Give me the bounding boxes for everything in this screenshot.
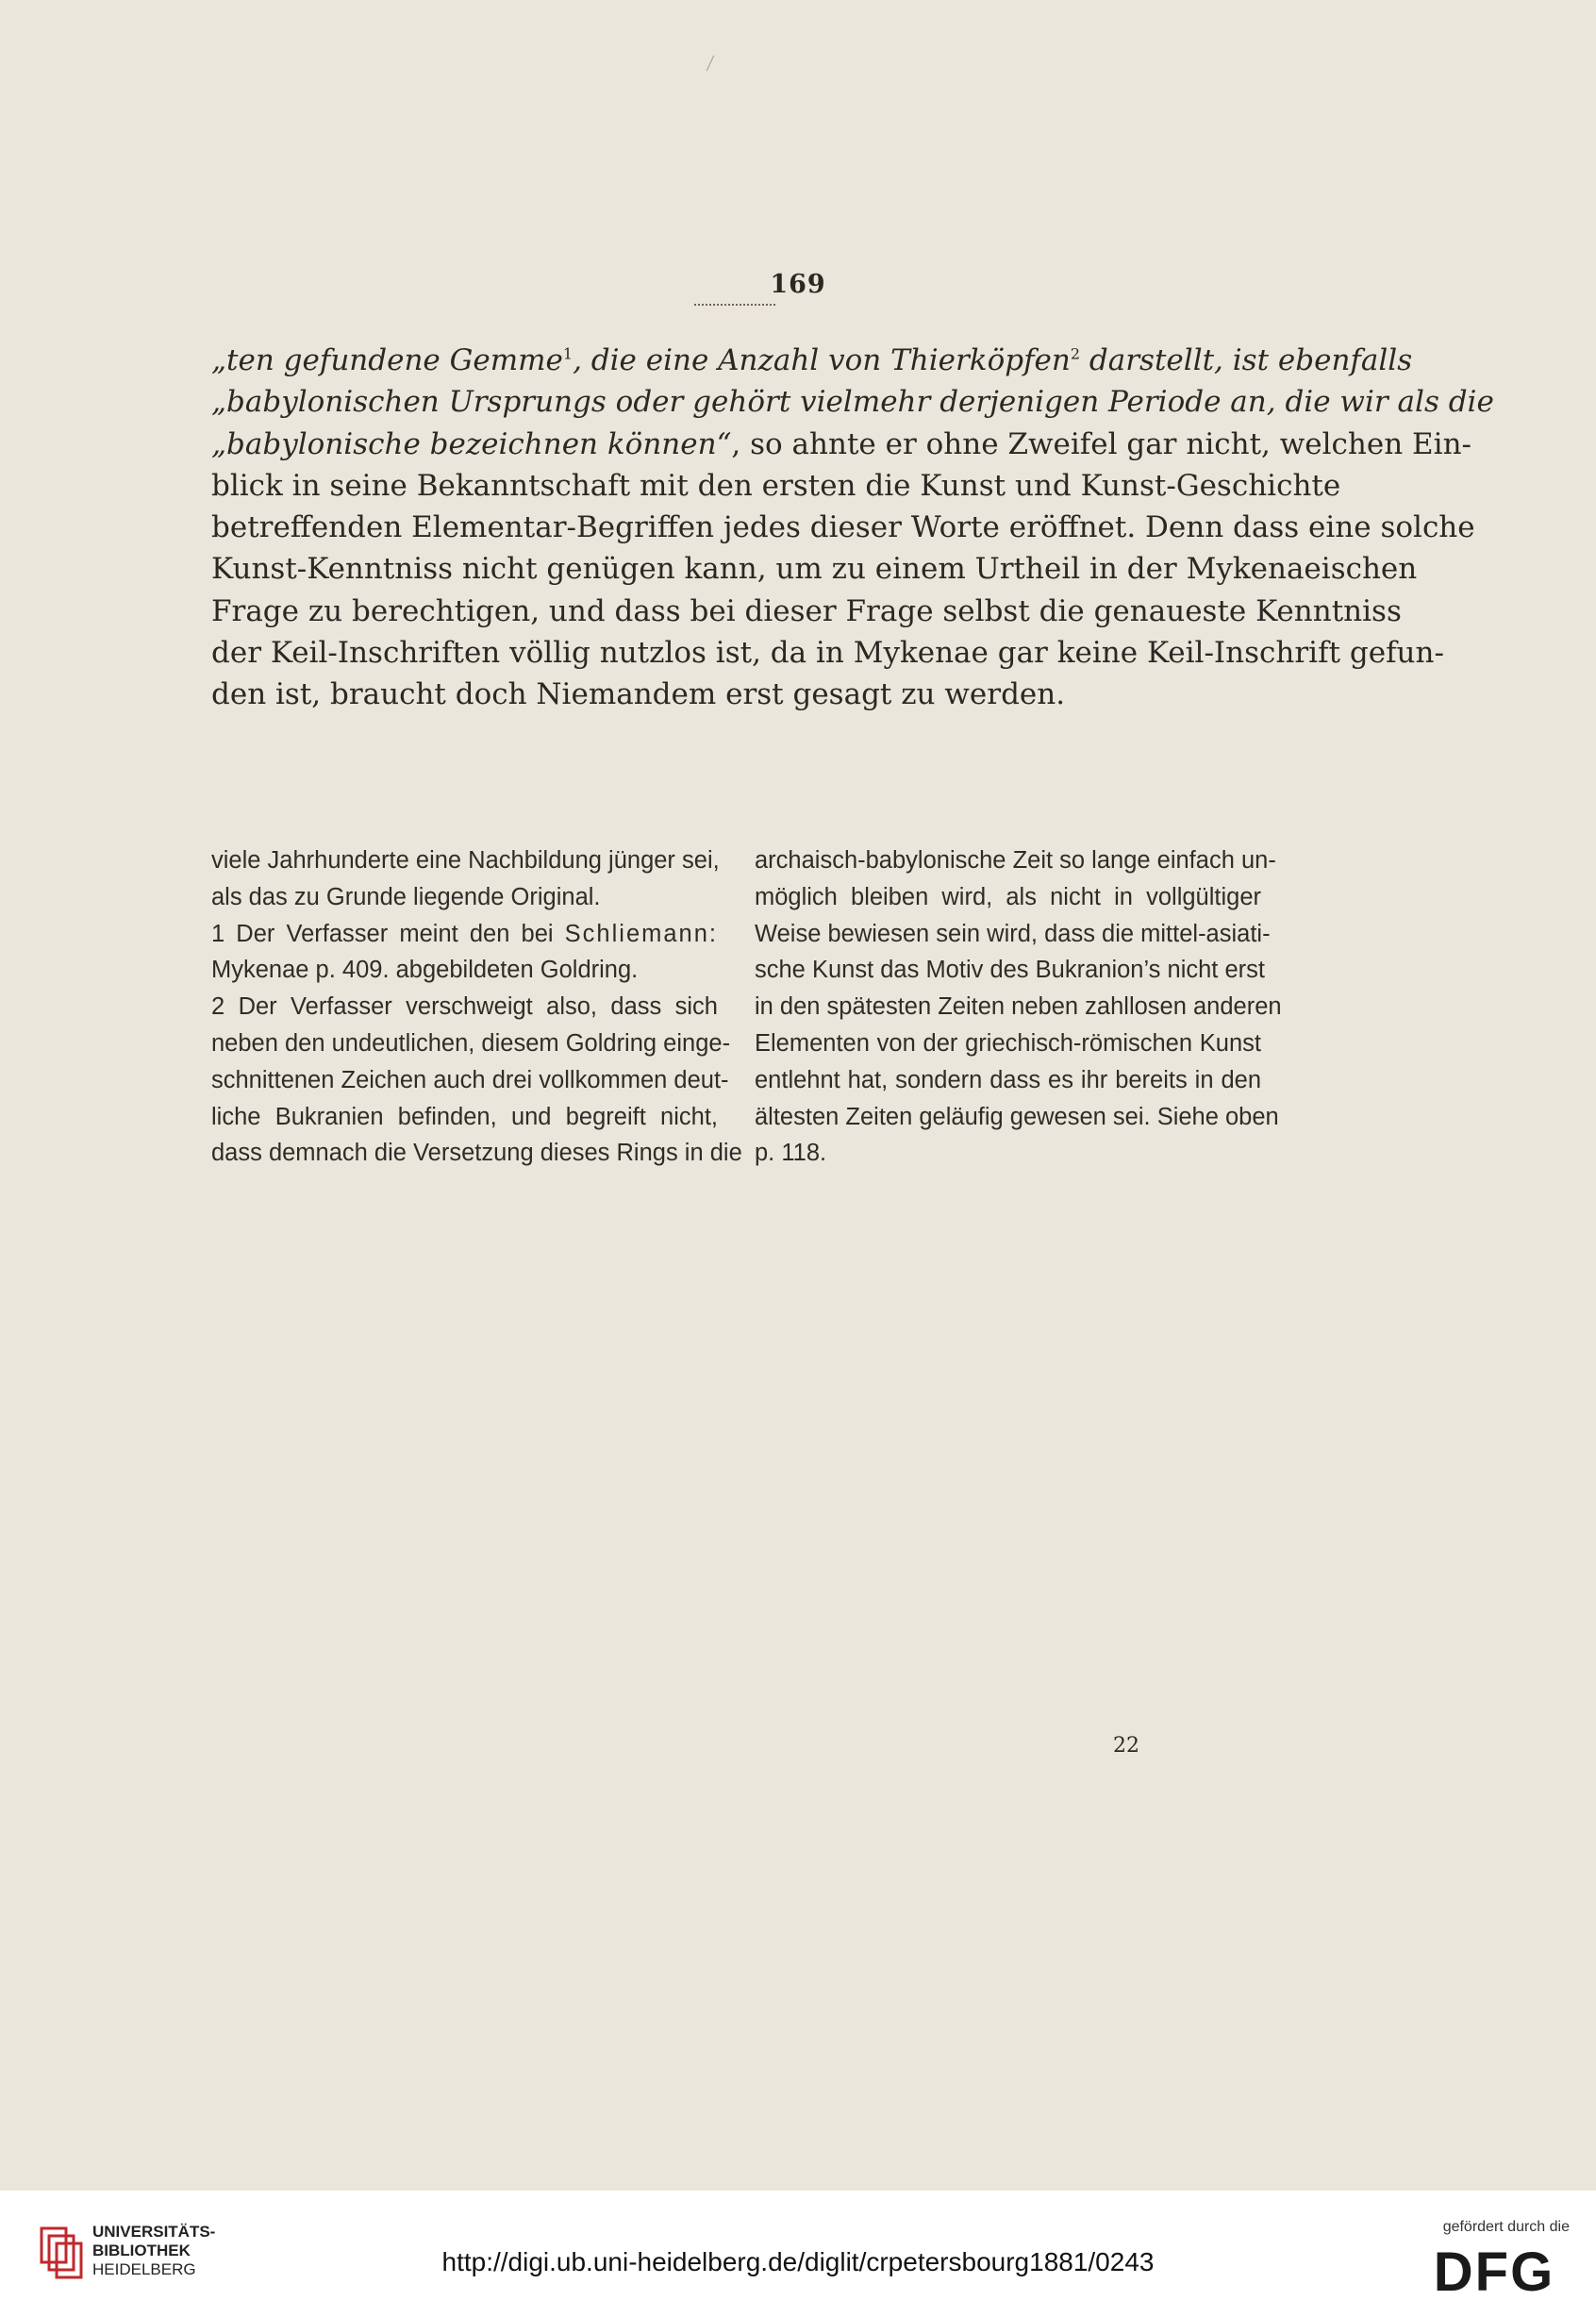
text-line	[211, 916, 718, 953]
text-segment: schnittenen Zeichen auch drei vollkommen deut-	[211, 1066, 729, 1093]
text-segment: Mykenae p. 409. abgebildeten Goldring.	[211, 957, 639, 984]
text-line	[211, 1062, 729, 1099]
permalink-url[interactable]: http://digi.ub.uni-heidelberg.de/diglit/crpetersbourg1881/0243	[441, 2247, 1155, 2276]
text-segment: darstellt, ist ebenfalls	[1080, 343, 1413, 377]
dfg-logo-icon	[1417, 2242, 1571, 2303]
library-name-line-3: HEIDELBERG	[92, 2260, 196, 2278]
text-line	[211, 989, 718, 1025]
text-line	[211, 548, 1418, 590]
text-segment: möglich bleiben wird, als nicht in vollgültiger	[755, 883, 1261, 910]
text-segment: der Keil-Inschriften völlig nutzlos ist, da in Mykenae gar keine Keil-Inschrift gefun-	[211, 636, 1444, 671]
text-line	[211, 632, 1444, 674]
text-segment: 1 Der Verfasser meint den bei	[211, 920, 565, 947]
text-line	[211, 507, 1475, 548]
text-line	[755, 842, 1276, 879]
library-name-line-1: UNIVERSITÄTS-	[92, 2223, 216, 2241]
text-segment: archaisch-babylonische Zeit so lange einfach un-	[755, 847, 1276, 874]
text-segment: 2 Der Verfasser verschweigt also, dass sich	[211, 993, 718, 1021]
text-segment: Elementen von der griechisch-römischen Kunst	[755, 1029, 1261, 1057]
text-segment: dass demnach die Versetzung dieses Rings in die	[211, 1140, 742, 1167]
footnotes-right-column	[755, 842, 1282, 1172]
footnote-reference: 2	[1070, 344, 1081, 363]
text-line	[211, 1099, 718, 1136]
page-number-ornament	[694, 300, 775, 306]
text-line	[755, 1062, 1261, 1099]
text-segment: in den spätesten Zeiten neben zahllosen anderen	[755, 993, 1282, 1021]
text-line	[211, 952, 718, 989]
text-line	[755, 952, 1265, 989]
footnote-reference: 1	[562, 344, 574, 363]
text-segment: Kunst-Kenntniss nicht genügen kann, um zu einem Urtheil in der Mykenaeischen	[211, 552, 1418, 587]
text-segment: , die eine Anzahl von Thierköpfen	[573, 343, 1071, 377]
text-segment: ältesten Zeiten geläufig gewesen sei. Siehe oben	[755, 1103, 1279, 1130]
main-text-block	[211, 340, 1494, 716]
funded-by-label: gefördert durch die	[1442, 2219, 1570, 2235]
text-segment: „babylonischen Ursprungs oder gehört vielmehr derjenigen Periode an, die wir als die	[211, 385, 1494, 420]
text-line	[211, 465, 1341, 507]
text-segment: neben den undeutlichen, diesem Goldring einge-	[211, 1029, 731, 1057]
text-segment: als das zu Grunde liegende Original.	[211, 883, 601, 910]
text-segment: „ten gefundene Gemme	[211, 343, 563, 377]
text-segment: liche Bukranien befinden, und begreift nicht,	[211, 1103, 718, 1130]
text-segment: den ist, braucht doch Niemandem erst gesagt zu werden.	[211, 677, 1066, 712]
text-line	[211, 381, 1494, 423]
text-segment: sche Kunst das Motiv des Bukranion’s nicht erst	[755, 957, 1265, 984]
text-segment: , so ahnte er ohne Zweifel gar nicht, welchen Ein-	[731, 426, 1472, 461]
stray-pencil-mark	[707, 56, 723, 75]
text-line	[755, 1135, 1261, 1172]
text-segment: viele Jahrhunderte eine Nachbildung jünger sei,	[211, 847, 720, 874]
text-line	[755, 1099, 1279, 1136]
page-number: 169	[770, 270, 826, 299]
svg-text:DFG: DFG	[1433, 2242, 1555, 2303]
text-line	[755, 916, 1271, 953]
text-line	[211, 1025, 731, 1062]
text-segment: Frage zu berechtigen, und dass bei dieser Frage selbst die genaueste Kenntniss	[211, 593, 1402, 628]
text-line	[211, 1135, 742, 1172]
text-segment: entlehnt hat, sondern dass es ihr bereits in den	[755, 1066, 1261, 1093]
text-segment: blick in seine Bekanntschaft mit den ersten die Kunst und Kunst-Geschichte	[211, 468, 1341, 503]
text-line	[755, 1025, 1261, 1062]
text-line	[755, 879, 1261, 916]
text-line	[211, 842, 718, 879]
text-line	[211, 340, 1413, 381]
text-line	[755, 989, 1282, 1025]
footnotes-left-column	[211, 842, 742, 1172]
text-segment: betreffenden Elementar-Begriffen jedes dieser Worte eröffnet. Denn dass eine solche	[211, 510, 1475, 545]
text-line	[211, 424, 1472, 465]
digitization-footer	[0, 2191, 1596, 2317]
text-segment: Weise bewiesen sein wird, dass die mittel-asiati-	[755, 920, 1271, 947]
text-segment: p. 118.	[755, 1140, 827, 1167]
library-name-line-2: BIBLIOTHEK	[92, 2242, 191, 2259]
text-segment: „babylonische bezeichnen können“	[211, 426, 732, 461]
text-segment: Schliemann:	[564, 920, 718, 947]
signature-mark: 22	[1113, 1734, 1139, 1758]
text-line	[211, 674, 1260, 715]
text-line	[211, 591, 1402, 632]
text-line	[211, 879, 718, 916]
